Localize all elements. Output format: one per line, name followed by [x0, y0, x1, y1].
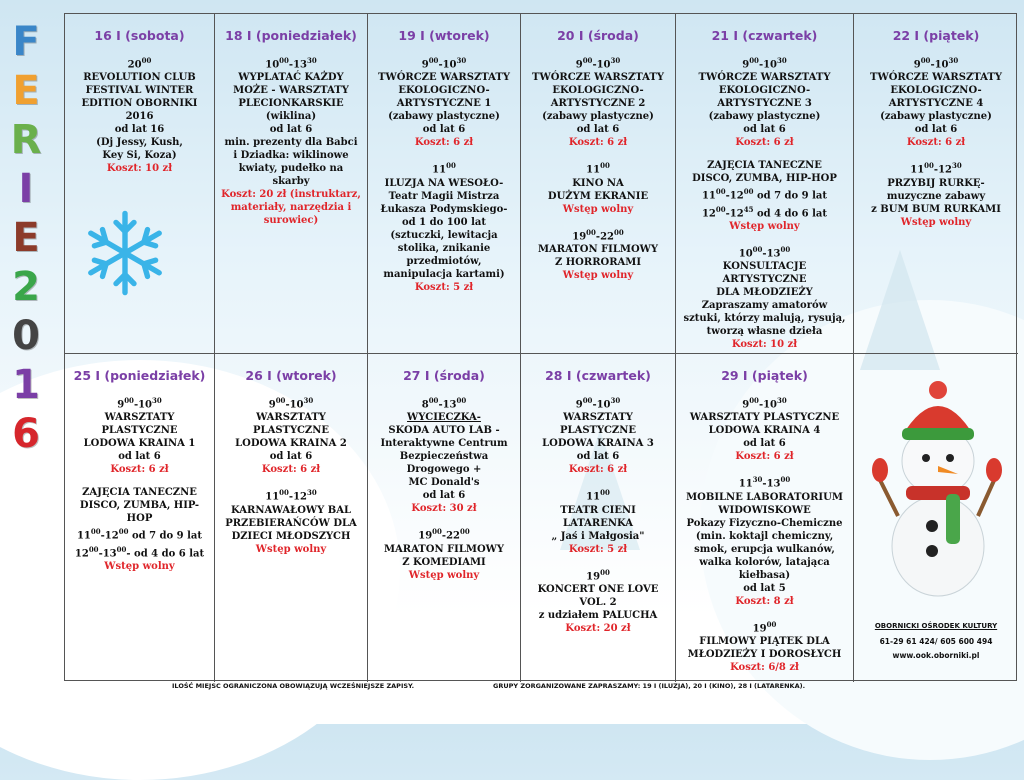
event-time: $9^{00}-10^{30}$: [575, 56, 621, 71]
event-line: KINO NA: [572, 177, 624, 189]
event-line: PRZYBIJ RURKĘ-: [887, 177, 985, 189]
event-line: $11^{00}-12^{00}$ od 7 do 9 lat: [76, 527, 203, 542]
event-line: od lat 5: [743, 582, 786, 594]
event-line: od lat 6: [422, 124, 466, 136]
event-line: LODOWA KRAINA 1: [83, 438, 196, 450]
event-time: $11^{00}$: [586, 161, 610, 176]
event-line: przedmiotów,: [406, 255, 482, 267]
day-header: 21 I (czwartek): [711, 28, 818, 43]
event-line: (zabawy plastyczne): [542, 111, 654, 123]
event: [525, 566, 671, 635]
day-header: 27 I (środa): [403, 368, 485, 383]
event-line: WYCIECZKA-: [407, 412, 481, 424]
event-time: $19^{00}-22^{00}$: [572, 227, 624, 242]
event-line: (sztuczki, lewitacja: [390, 229, 498, 241]
event-line: MARATON FILMOWY: [383, 543, 505, 555]
event-line: (min. koktajl chemiczny,: [695, 530, 834, 542]
day-header: 29 I (piątek): [721, 368, 808, 383]
event: [680, 394, 849, 463]
event-line: od lat 6: [269, 451, 313, 463]
event-line: tworzą własne dzieła: [706, 326, 823, 338]
title-letter: 0: [12, 313, 40, 359]
snowman-icon: [872, 366, 1002, 606]
event-line: skarby: [272, 176, 310, 188]
event: [372, 525, 516, 581]
event-price: Koszt: 6/8 zł: [730, 661, 799, 673]
title-letter: F: [12, 19, 40, 65]
event-line: od lat 6: [576, 124, 620, 136]
day-cell: [368, 14, 521, 354]
event-line: TEATR CIENI LATARENKA: [560, 504, 636, 529]
event-line: TWÓRCZE WARSZTATY: [378, 72, 510, 84]
event-line: DISCO, ZUMBA, HIP-HOP: [692, 173, 837, 185]
event-line: PLASTYCZNE: [560, 425, 636, 437]
event-line: LODOWA KRAINA 4: [708, 425, 821, 437]
event-line: od lat 6: [743, 438, 786, 450]
event-line: od 1 do 100 lat: [402, 216, 486, 228]
event-line: MARATON FILMOWY: [537, 243, 659, 255]
event-line: MC Donald's: [408, 477, 480, 489]
event-time: $19^{00}-22^{00}$: [418, 527, 470, 542]
event: [372, 159, 516, 293]
event-line: WARSZTATY: [256, 412, 326, 424]
event: [219, 394, 363, 476]
event-time: $11^{30}-13^{00}$: [738, 475, 791, 490]
event-line: TWÓRCZE WARSZTATY: [532, 72, 664, 84]
event-line: EKOLOGICZNO-: [718, 85, 811, 97]
event-line: PLASTYCZNE: [101, 425, 178, 437]
event-time: $19^{00}$: [586, 567, 610, 582]
event-line: DISCO, ZUMBA, HIP-HOP: [79, 500, 200, 525]
event: [69, 486, 210, 573]
event-price: Koszt: 6 zł: [568, 464, 628, 476]
event: [69, 54, 210, 175]
event-line: DUŻYM EKRANIE: [547, 190, 649, 202]
event-time: $9^{00}-10^{30}$: [421, 56, 467, 71]
event-line: z udziałem PALUCHA: [538, 609, 658, 621]
footer-note-groups: GRUPY ZORGANIZOWANE ZAPRASZAMY: 19 I (ILUZJA), 20 I (KINO), 28 I (LATARENKA).: [493, 682, 806, 690]
event-line: (wiklina): [265, 111, 317, 123]
event-line: LODOWA KRAINA 2: [235, 438, 347, 450]
event-line: EKOLOGICZNO-: [398, 85, 490, 97]
day-cell: [215, 14, 368, 354]
day-cell: [854, 14, 1018, 354]
event-line: Z KOMEDIAMI: [402, 556, 486, 568]
title-letter: 2: [12, 264, 40, 310]
event-line: KONSULTACJE ARTYSTYCZNE: [722, 261, 807, 286]
event-price: Koszt: 10 zł: [106, 163, 173, 175]
day-cell: [65, 14, 215, 354]
event-line: Łukasza Podymskiego-: [380, 203, 508, 215]
event-line: $12^{00}-13^{00}-$ od 4 do 6 lat: [74, 544, 205, 559]
event-line: WARSZTATY: [104, 412, 175, 424]
event-line: $12^{00}-12^{45}$ od 4 do 6 lat: [701, 204, 828, 219]
event-line: KONCERT ONE LOVE: [537, 583, 659, 595]
event-price: Wstęp wolny: [562, 203, 634, 215]
event-line: ILUZJA NA WESOŁO-: [384, 177, 504, 189]
event-line: od lat 6: [118, 451, 161, 463]
event-line: EKOLOGICZNO-: [890, 85, 982, 97]
event-price: Koszt: 6 zł: [414, 137, 474, 149]
event-line: DZIECI MŁODSZYCH: [231, 530, 351, 542]
event: [525, 486, 671, 555]
event-line: EDITION OBORNIKI: [81, 98, 198, 110]
event-line: smok, erupcja wulkanów,: [694, 543, 835, 555]
event-line: TWÓRCZE WARSZTATY: [698, 72, 831, 84]
event-line: Z HORRORAMI: [554, 256, 642, 268]
event-line: od lat 6: [422, 490, 466, 502]
event-price: Wstęp wolny: [729, 220, 800, 232]
day-cell: [65, 354, 215, 682]
event-line: „ Jaś i Małgosia": [551, 530, 645, 542]
event-price: Wstęp wolny: [255, 543, 327, 555]
event-line: (zabawy plastyczne): [880, 111, 992, 123]
event: [858, 54, 1014, 149]
event-line: stolika, znikanie: [397, 242, 491, 254]
day-header: 18 I (poniedziałek): [225, 28, 357, 43]
event-price: Koszt: 20 zł (instruktarz, materiały, narzędzia i surowiec): [221, 189, 361, 227]
event-line: muzyczne zabawy: [886, 190, 986, 202]
organizer-cell: [854, 354, 1018, 682]
event-line: od lat 6: [743, 124, 786, 136]
day-cell: [368, 354, 521, 682]
title-letter: R: [10, 117, 42, 163]
event-price: Koszt: 6 zł: [735, 137, 794, 149]
event-price: Wstęp wolny: [562, 269, 634, 281]
event-line: VOL. 2: [579, 596, 617, 608]
event-line: ZAJĘCIA TANECZNE: [707, 160, 822, 172]
day-header: 19 I (wtorek): [398, 28, 490, 43]
event-line: (zabawy plastyczne): [708, 111, 821, 123]
event-line: (Dj Jessy, Kush,: [96, 137, 183, 149]
event-price: Koszt: 8 zł: [735, 595, 794, 607]
event-line: od lat 6: [576, 451, 620, 463]
event: [525, 226, 671, 282]
event-time: $9^{00}-10^{30}$: [913, 56, 959, 71]
title-letter: I: [18, 166, 34, 212]
day-cell: [521, 14, 676, 354]
event: [69, 394, 210, 476]
event-price: Koszt: 10 zł: [731, 339, 798, 351]
event-price: Wstęp wolny: [900, 216, 972, 228]
event-line: TWÓRCZE WARSZTATY: [870, 72, 1002, 84]
event-line: PLASTYCZNE: [253, 425, 329, 437]
schedule-grid: [64, 13, 1017, 681]
event-price: Wstęp wolny: [408, 569, 480, 581]
event-line: Bezpieczeństwa: [399, 451, 489, 463]
day-header: 26 I (wtorek): [245, 368, 337, 383]
event-line: (zabawy plastyczne): [388, 111, 500, 123]
event-line: DLA MŁODZIEŻY: [716, 287, 813, 299]
event-time: $9^{00}-10^{30}$: [268, 396, 314, 411]
title-letter: 1: [12, 362, 40, 408]
event-line: od lat 6: [914, 124, 958, 136]
event-time: $10^{00}-13^{00}$: [738, 244, 791, 260]
event-time: $9^{00}-10^{30}$: [742, 396, 787, 411]
event-line: FESTIVAL WINTER: [85, 85, 194, 97]
event-line: ARTYSTYCZNE 3: [717, 98, 812, 110]
event-line: MOBILNE LABORATORIUM: [686, 491, 843, 503]
title-letter: 6: [12, 411, 40, 457]
event-price: Koszt: 6 zł: [110, 464, 169, 476]
day-cell: [215, 354, 368, 682]
event-line: manipulacja kartami): [383, 268, 505, 280]
event-price: Koszt: 6 zł: [261, 464, 321, 476]
event-time: $11^{00}$: [586, 488, 610, 503]
event-time: $10^{00}-13^{30}$: [265, 56, 317, 71]
organizer-phone: 61-29 61 424/ 605 600 494: [879, 637, 993, 646]
day-header: 28 I (czwartek): [545, 368, 651, 383]
event-price: Koszt: 5 zł: [414, 281, 474, 293]
event-time: $9^{00}-10^{30}$: [117, 396, 162, 411]
event-line: Zapraszamy amatorów: [701, 300, 828, 312]
event-line: od lat 6: [269, 124, 313, 136]
title-letter: E: [12, 68, 40, 114]
event-price: Koszt: 30 zł: [411, 503, 477, 515]
ferie-2016-title: [0, 18, 52, 459]
event-price: Koszt: 5 zł: [568, 543, 628, 555]
event-line: ARTYSTYCZNE 2: [550, 98, 646, 110]
event-time: $8^{00}-13^{00}$: [421, 396, 467, 411]
event-time: $19^{00}$: [752, 619, 777, 634]
event-line: PLECIONKARSKIE: [238, 98, 344, 110]
day-cell: [676, 14, 854, 354]
event-price: Koszt: 6 zł: [906, 137, 966, 149]
event-time: $11^{00}-12^{30}$: [910, 161, 962, 176]
event: [525, 394, 671, 476]
event: [680, 159, 849, 233]
event-time: $20^{00}$: [127, 56, 152, 71]
event-line: 2016: [125, 111, 154, 123]
event-price: Koszt: 6 zł: [568, 137, 628, 149]
event: [372, 54, 516, 149]
event-line: MOŻE - WARSZTATY: [233, 85, 349, 97]
event-price: Koszt: 6 zł: [735, 451, 794, 463]
day-header: 20 I (środa): [557, 28, 639, 43]
event-line: ARTYSTYCZNE 1: [396, 98, 492, 110]
event-time: $11^{00}-12^{30}$: [265, 488, 317, 503]
title-letter: E: [12, 215, 40, 261]
event-line: Interaktywne Centrum: [380, 438, 508, 450]
event-line: EKOLOGICZNO-: [552, 85, 644, 97]
organizer-name: OBORNICKI OŚRODEK KULTURY: [874, 622, 998, 630]
event-line: ARTYSTYCZNE 4: [888, 98, 984, 110]
day-header: 22 I (piątek): [892, 28, 980, 43]
event-line: kiełbasa): [738, 569, 791, 581]
event: [680, 618, 849, 674]
event: [219, 54, 363, 227]
event-line: Pokazy Fizyczno-Chemiczne: [686, 517, 843, 529]
day-header: 25 I (poniedziałek): [73, 368, 206, 383]
event-price: Wstęp wolny: [104, 560, 175, 572]
event-line: min. prezenty dla Babci: [224, 137, 358, 149]
organizer-website[interactable]: www.ook.oborniki.pl: [892, 651, 980, 660]
event-line: i Dziadka: wiklinowe: [233, 150, 349, 162]
event-line: SKODA AUTO LAB -: [388, 425, 500, 437]
event-time: $9^{00}-10^{30}$: [575, 396, 621, 411]
event-line: WARSZTATY: [563, 412, 633, 424]
event: [525, 54, 671, 149]
event-line: od lat 16: [114, 124, 165, 136]
event: [680, 473, 849, 607]
event: [219, 486, 363, 555]
event-line: z BUM BUM RURKAMI: [871, 203, 1001, 215]
event-line: WIDOWISKOWE: [718, 504, 811, 516]
day-header: 16 I (sobota): [94, 28, 185, 43]
event-line: walka kolorów, latająca: [699, 556, 830, 568]
event-line: ZAJĘCIA TANECZNE: [82, 487, 197, 499]
footer-note-limited-places: ILOŚĆ MIEJSC OGRANICZONA OBOWIĄZUJĄ WCZEŚNIEJSZE ZAPISY.: [172, 682, 415, 690]
event-line: kwiaty, pudełko na: [238, 163, 344, 175]
event-line: WARSZTATY PLASTYCZNE: [689, 412, 840, 424]
day-cell: [676, 354, 854, 682]
event: [525, 159, 671, 215]
event-line: $11^{00}-12^{00}$ od 7 do 9 lat: [701, 187, 828, 202]
event: [858, 159, 1014, 228]
event: [680, 54, 849, 149]
event-line: WYPLATAĆ KAŻDY: [238, 72, 344, 84]
event-line: MŁODZIEŻY I DOROSŁYCH: [687, 648, 842, 660]
event-line: FILMOWY PIĄTEK DLA: [699, 635, 830, 647]
event: [680, 243, 849, 351]
event-line: KARNAWAŁOWY BAL: [230, 504, 351, 516]
event-price: Koszt: 20 zł: [565, 622, 631, 634]
event-time: $9^{00}-10^{30}$: [742, 56, 787, 71]
event-time: $11^{00}$: [432, 161, 456, 176]
event-line: sztuki, którzy malują, rysują,: [683, 313, 846, 325]
day-cell: [521, 354, 676, 682]
event-line: Drogowego +: [406, 464, 482, 476]
event-line: PRZEBIERAŃCÓW DLA: [225, 517, 357, 529]
event-line: REVOLUTION CLUB: [83, 72, 196, 84]
event-line: Key Si, Koza): [102, 150, 177, 162]
event-line: LODOWA KRAINA 3: [542, 438, 654, 450]
event-line: Teatr Magii Mistrza: [388, 190, 500, 202]
event: [372, 394, 516, 515]
